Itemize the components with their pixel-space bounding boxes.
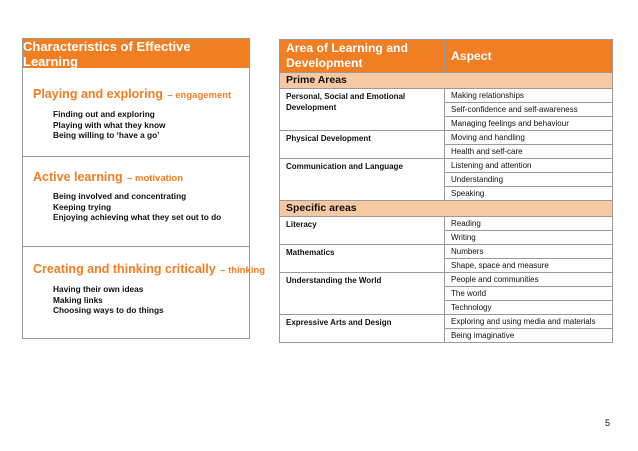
aspect-cell: Exploring and using media and materials <box>445 315 613 329</box>
area-cell: Communication and Language <box>280 159 445 201</box>
group-row-specific <box>280 201 613 217</box>
section-title: Active learning <box>33 170 123 184</box>
section-active-learning <box>23 156 249 246</box>
section-heading <box>33 168 183 186</box>
section-items <box>53 191 221 223</box>
list-item: Having their own ideas <box>53 284 144 294</box>
aspect-cell: Technology <box>445 301 613 315</box>
table-header-row <box>280 40 613 73</box>
list-item: Finding out and exploring <box>53 109 155 119</box>
aspect-cell: Listening and attention <box>445 159 613 173</box>
list-item: Being willing to ‘have a go’ <box>53 130 160 140</box>
section-playing-exploring <box>23 68 249 156</box>
aspect-cell: People and communities <box>445 273 613 287</box>
aspect-cell: Self-confidence and self-awareness <box>445 103 613 117</box>
aspect-column-header: Aspect <box>445 40 613 73</box>
aspect-cell: Moving and handling <box>445 131 613 145</box>
table-row <box>280 217 613 231</box>
area-cell: Understanding the World <box>280 273 445 315</box>
page-number: 5 <box>605 418 611 428</box>
section-items <box>53 284 164 316</box>
section-title: Playing and exploring <box>33 87 163 101</box>
aspect-cell: Making relationships <box>445 89 613 103</box>
aspect-cell: Speaking <box>445 187 613 201</box>
section-heading <box>33 85 231 103</box>
area-cell: Expressive Arts and Design <box>280 315 445 343</box>
list-item: Choosing ways to do things <box>53 305 164 315</box>
section-subtitle: – motivation <box>127 173 184 184</box>
table-row <box>280 245 613 259</box>
aspect-cell: The world <box>445 287 613 301</box>
area-cell: Personal, Social and Emotional Development <box>280 89 445 131</box>
table-row <box>280 159 613 173</box>
table-row <box>280 273 613 287</box>
table-row <box>280 315 613 329</box>
section-heading <box>33 260 265 278</box>
aspect-cell: Understanding <box>445 173 613 187</box>
section-title: Creating and thinking critically <box>33 262 216 276</box>
aspect-cell: Health and self-care <box>445 145 613 159</box>
area-column-header: Area of Learning and Development <box>280 40 445 73</box>
list-item: Making links <box>53 294 103 305</box>
group-label: Prime Areas <box>280 73 613 89</box>
area-cell: Physical Development <box>280 131 445 159</box>
section-subtitle: – thinking <box>220 265 266 276</box>
table-row <box>280 89 613 103</box>
area-cell: Literacy <box>280 217 445 245</box>
aspect-cell: Writing <box>445 231 613 245</box>
section-creating-thinking <box>23 246 266 338</box>
learning-areas-table <box>279 39 613 343</box>
aspect-cell: Shape, space and measure <box>445 259 613 273</box>
characteristics-title: Characteristics of Effective Learning <box>23 39 249 68</box>
table-row <box>280 131 613 145</box>
aspect-cell: Being imaginative <box>445 329 613 343</box>
group-row-prime <box>280 73 613 89</box>
group-label: Specific areas <box>280 201 613 217</box>
aspect-cell: Reading <box>445 217 613 231</box>
aspect-cell: Managing feelings and behaviour <box>445 117 613 131</box>
section-items <box>53 109 165 141</box>
list-item: Playing with what they know <box>53 119 166 130</box>
aspect-cell: Numbers <box>445 245 613 259</box>
section-subtitle: – engagement <box>167 90 232 101</box>
list-item: Enjoying achieving what they set out to do <box>53 212 222 222</box>
list-item: Keeping trying <box>53 201 112 212</box>
characteristics-panel <box>22 38 266 339</box>
area-cell: Mathematics <box>280 245 445 273</box>
list-item: Being involved and concentrating <box>53 191 187 201</box>
